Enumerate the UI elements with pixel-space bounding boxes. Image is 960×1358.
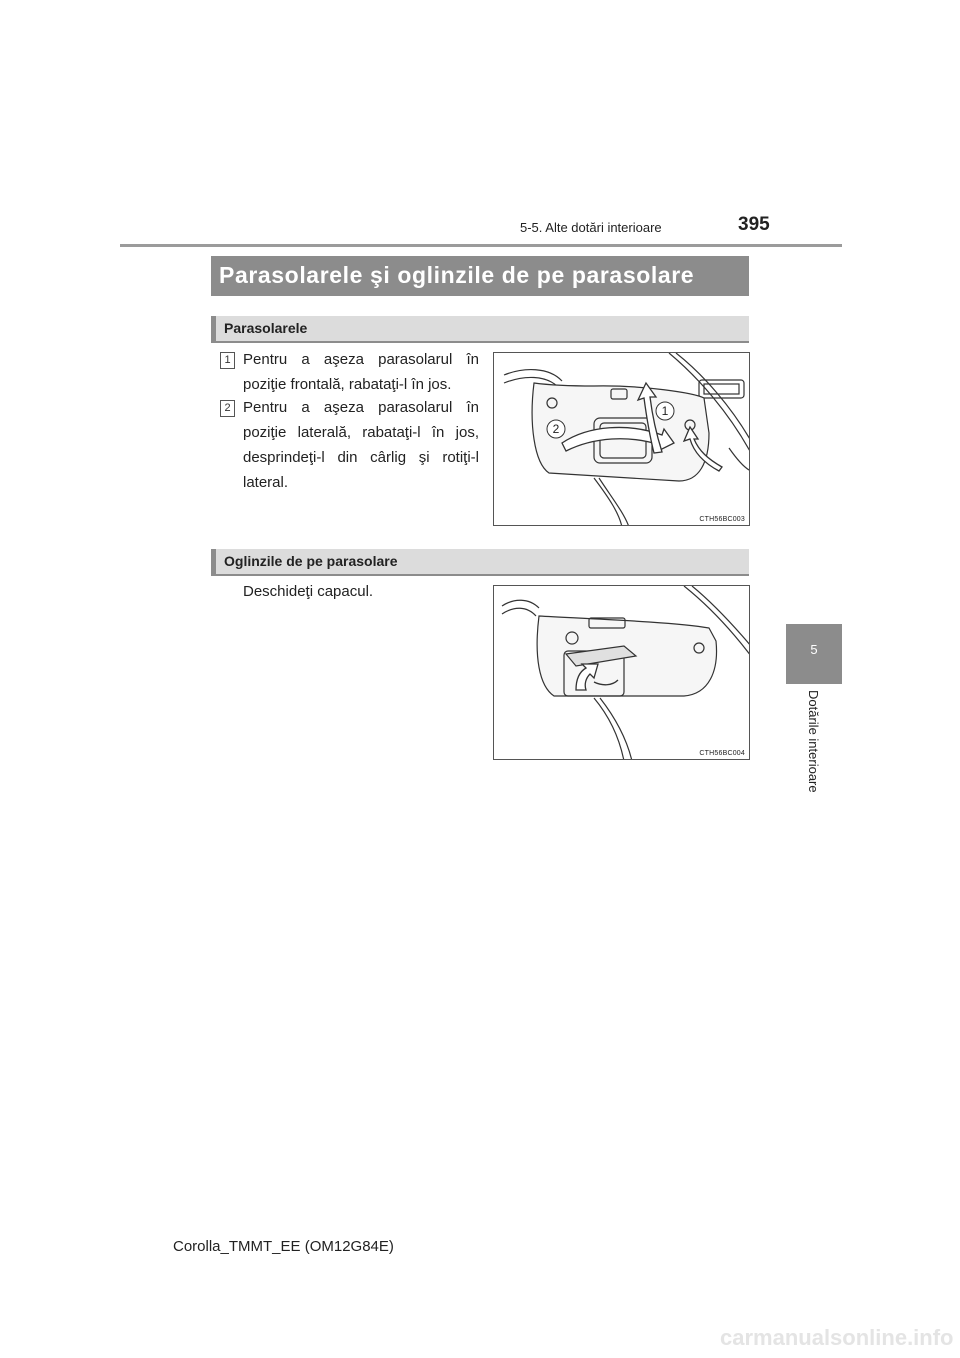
page-number: 395 — [738, 214, 770, 235]
mirror-instruction: Deschideţi capacul. — [243, 583, 374, 600]
figure-code-2: CTH56BC004 — [699, 750, 745, 757]
document-footer: Corolla_TMMT_EE (OM12G84E) — [173, 1238, 394, 1255]
step-text-2: Pentru a aşeza parasolarul în poziţie laterală, rabataţi-l în jos, desprindeţi-l din cârlig şi rotiţi-l lateral. — [243, 399, 479, 491]
subheading-bar-sun-visors — [211, 316, 749, 343]
callout-1-label: 1 — [661, 404, 669, 418]
subheading-sun-visors: Parasolarele — [224, 320, 308, 336]
visor-mirror-illustration — [494, 586, 750, 760]
chapter-number: 5 — [810, 642, 818, 657]
watermark: carmanualsonline.info — [720, 1325, 954, 1350]
visor-mirror-figure — [493, 585, 750, 760]
chapter-tab — [786, 624, 842, 684]
section-header: 5-5. Alte dotări interioare — [520, 220, 662, 235]
step-text-1: Pentru a aşeza parasolarul în poziţie frontală, rabataţi-l în jos. — [243, 351, 479, 393]
callout-1 — [656, 402, 674, 420]
figure-code-1: CTH56BC003 — [699, 516, 745, 523]
sun-visor-figure — [493, 352, 750, 526]
subheading-bar-visor-mirrors — [211, 549, 749, 576]
callout-2-label: 2 — [552, 422, 560, 436]
step-number-1: 1 — [220, 352, 235, 369]
subheading-visor-mirrors: Oglinzile de pe parasolare — [224, 553, 398, 569]
page-title-bar — [211, 256, 749, 296]
sun-visor-illustration — [494, 353, 750, 526]
step-number-2: 2 — [220, 400, 235, 417]
header-divider — [120, 244, 842, 247]
page-title: Parasolarele şi oglinzile de pe parasolare — [219, 262, 695, 288]
chapter-label: Dotările interioare — [806, 690, 821, 793]
callout-2 — [547, 420, 565, 438]
